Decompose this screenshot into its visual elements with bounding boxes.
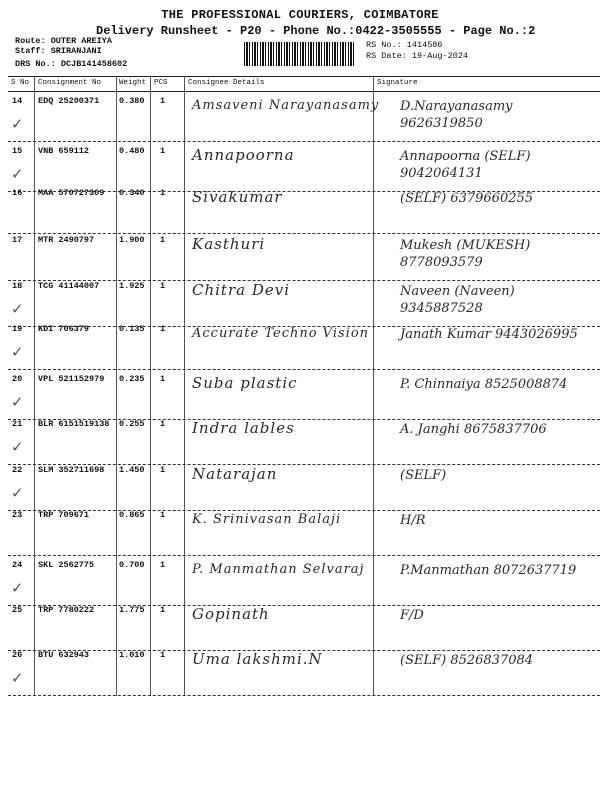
- pcs-cell: 1: [160, 146, 166, 156]
- consignment-cell: VNB 659112: [38, 146, 90, 156]
- weight-cell: 1.450: [119, 465, 145, 475]
- weight-cell: 0.340: [119, 188, 145, 198]
- pcs-cell: 1: [160, 650, 166, 660]
- signature-cell: Mukesh (MUKESH) 8778093579: [400, 238, 531, 270]
- consignee-name: Accurate Techno Vision: [192, 326, 370, 341]
- table-row: [8, 601, 600, 651]
- column-header-signature: Signature: [377, 79, 418, 87]
- table-row: [8, 506, 600, 556]
- check-mark-icon: ✓: [12, 439, 23, 458]
- check-mark-icon: ✓: [12, 116, 23, 135]
- consignee-name: Chitra Devi: [192, 281, 291, 299]
- sno-cell: 16: [12, 188, 23, 198]
- signature-cell: (SELF) 8526837084: [400, 653, 534, 668]
- consignee-name: Uma lakshmi.N: [192, 650, 323, 668]
- weight-cell: 0.480: [119, 146, 145, 156]
- weight-cell: 1.775: [119, 605, 145, 615]
- column-header-consignment: Consignment No: [38, 79, 102, 87]
- pcs-cell: 1: [160, 188, 166, 198]
- weight-cell: 1.900: [119, 235, 145, 245]
- sno-cell: 17: [12, 235, 23, 245]
- weight-cell: 0.255: [119, 419, 145, 429]
- sno-cell: 19: [12, 324, 23, 334]
- company-name: THE PROFESSIONAL COURIERS, COIMBATORE: [161, 8, 439, 22]
- signature-cell: Janath Kumar 9443026995: [400, 327, 578, 342]
- weight-cell: 1.010: [119, 650, 145, 660]
- consignee-name: Amsaveni Narayanasamy: [192, 98, 380, 113]
- sno-cell: 21: [12, 419, 23, 429]
- signature-cell: Naveen (Naveen) 9345887528: [400, 284, 515, 316]
- consignment-cell: SKL 2562775: [38, 560, 95, 570]
- check-mark-icon: ✓: [12, 166, 23, 185]
- column-header-sno: S No: [11, 79, 30, 87]
- table-row: [8, 184, 600, 234]
- sno-cell: 25: [12, 605, 23, 615]
- weight-cell: 0.135: [119, 324, 145, 334]
- consignment-cell: MAA 570727309: [38, 188, 105, 198]
- table-row: [8, 92, 600, 142]
- signature-cell: D.Narayanasamy 9626319850: [400, 99, 513, 131]
- sno-cell: 20: [12, 374, 23, 384]
- signature-cell: (SELF): [400, 468, 447, 483]
- pcs-cell: 1: [160, 281, 166, 291]
- signature-cell: Annapoorna (SELF) 9042064131: [400, 149, 531, 181]
- consignee-name: Indra lables: [192, 419, 295, 437]
- signature-cell: P. Chinnaiya 8525008874: [400, 377, 568, 392]
- consignment-cell: TRP 709671: [38, 510, 90, 520]
- drs-number: DRS No.: DCJB141458602: [15, 59, 128, 69]
- consignee-name: Suba plastic: [192, 374, 298, 392]
- table-row: [8, 231, 600, 281]
- signature-cell: P.Manmathan 8072637719: [400, 563, 577, 578]
- consignment-cell: EDQ 25200371: [38, 96, 100, 106]
- weight-cell: 0.700: [119, 560, 145, 570]
- check-mark-icon: ✓: [12, 344, 23, 363]
- signature-cell: (SELF) 6379660255: [400, 191, 534, 206]
- weight-cell: 0.235: [119, 374, 145, 384]
- sno-cell: 14: [12, 96, 23, 106]
- table-row: [8, 415, 600, 465]
- consignee-name: Kasthuri: [192, 235, 266, 253]
- check-mark-icon: ✓: [12, 485, 23, 504]
- rs-number: RS No.: 1414586: [366, 40, 443, 50]
- consignee-name: Sivakumar: [192, 188, 283, 206]
- route-label: Route: OUTER AREIYA: [15, 36, 112, 46]
- column-header-weight: Weight: [119, 79, 147, 87]
- consignment-cell: BLR 6151519138: [38, 419, 110, 429]
- check-mark-icon: ✓: [12, 301, 23, 320]
- table-row: [8, 370, 600, 420]
- consignment-cell: BTU 632943: [38, 650, 90, 660]
- check-mark-icon: ✓: [12, 580, 23, 599]
- staff-label: Staff: SRIRANJANI: [15, 46, 102, 56]
- consignment-cell: KDI 706379: [38, 324, 90, 334]
- table-row: [8, 556, 600, 606]
- table-row: [8, 461, 600, 511]
- consignee-name: Gopinath: [192, 605, 270, 623]
- check-mark-icon: ✓: [12, 394, 23, 413]
- column-header-pcs: PCS: [154, 79, 168, 87]
- row-divider: [8, 695, 600, 696]
- pcs-cell: 1: [160, 510, 166, 520]
- table-row: [8, 320, 600, 370]
- consignment-cell: TRP 7780222: [38, 605, 95, 615]
- consignee-name: Annapoorna: [192, 146, 295, 164]
- table-row: [8, 646, 600, 696]
- pcs-cell: 1: [160, 560, 166, 570]
- pcs-cell: 1: [160, 605, 166, 615]
- pcs-cell: 1: [160, 419, 166, 429]
- sno-cell: 26: [12, 650, 23, 660]
- check-mark-icon: ✓: [12, 670, 23, 689]
- consignment-cell: SLM 352711698: [38, 465, 105, 475]
- pcs-cell: 1: [160, 96, 166, 106]
- consignee-name: K. Srinivasan Balaji: [192, 512, 342, 527]
- rs-date: RS Date: 19-Aug-2024: [366, 51, 469, 61]
- consignment-cell: VPL 521152979: [38, 374, 105, 384]
- signature-cell: H/R: [400, 513, 426, 528]
- sno-cell: 15: [12, 146, 23, 156]
- weight-cell: 0.865: [119, 510, 145, 520]
- consignment-cell: MTR 2490797: [38, 235, 95, 245]
- consignment-cell: TCG 41144007: [38, 281, 100, 291]
- barcode-image: [244, 42, 356, 66]
- sno-cell: 23: [12, 510, 23, 520]
- weight-cell: 0.380: [119, 96, 145, 106]
- pcs-cell: 1: [160, 374, 166, 384]
- pcs-cell: 1: [160, 465, 166, 475]
- consignee-name: Natarajan: [192, 465, 278, 483]
- table-top-border: [8, 76, 600, 77]
- sno-cell: 22: [12, 465, 23, 475]
- consignee-name: P. Manmathan Selvaraj: [192, 562, 365, 577]
- runsheet-title: Delivery Runsheet - P20 - Phone No.:0422-3505555 - Page No.:2: [96, 24, 536, 38]
- pcs-cell: 1: [160, 235, 166, 245]
- sno-cell: 24: [12, 560, 23, 570]
- weight-cell: 1.925: [119, 281, 145, 291]
- signature-cell: A. Janghi 8675837706: [400, 422, 547, 437]
- pcs-cell: 1: [160, 324, 166, 334]
- signature-cell: F/D: [400, 608, 424, 623]
- column-header-consignee: Consignee Details: [188, 79, 265, 87]
- sno-cell: 18: [12, 281, 23, 291]
